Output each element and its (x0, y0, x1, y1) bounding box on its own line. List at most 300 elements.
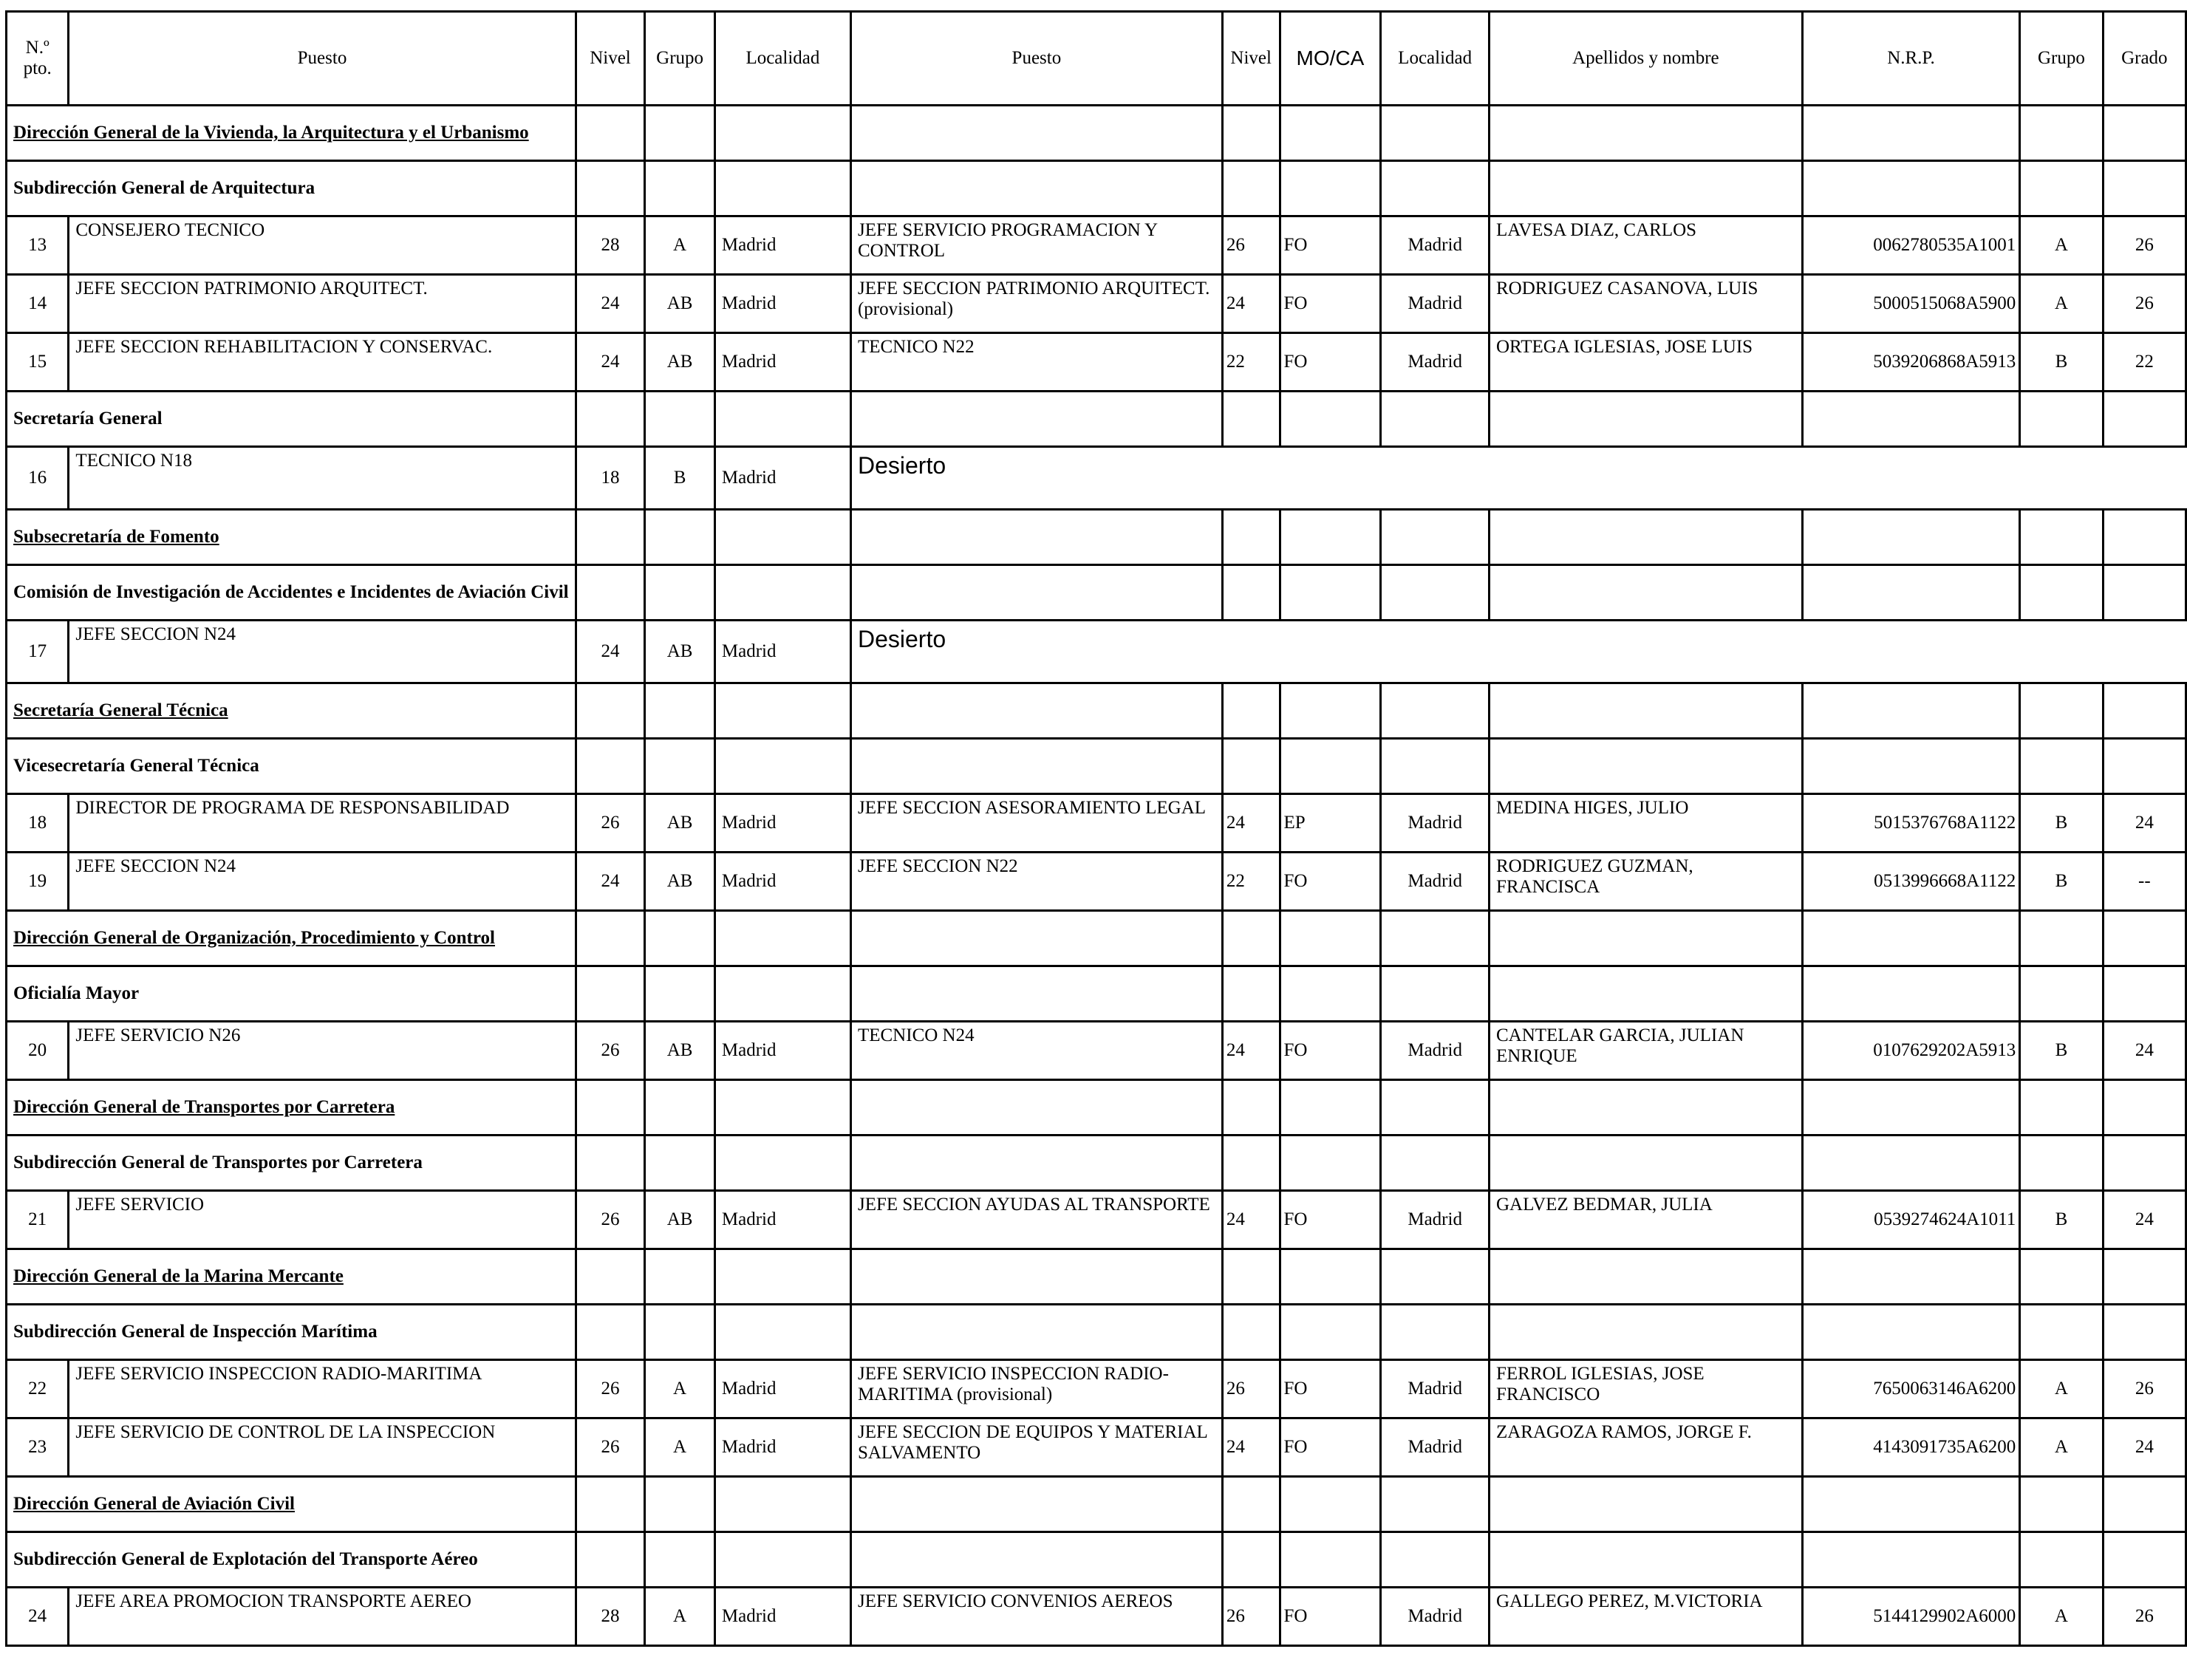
section-label (7, 1532, 576, 1588)
awarded-grupo: B (2020, 794, 2103, 853)
position-number: 17 (7, 621, 69, 683)
empty-cell (645, 739, 715, 794)
header-localidad-adjudicado: Localidad (1381, 12, 1490, 106)
position-grupo: A (645, 1418, 715, 1477)
empty-cell (714, 1249, 850, 1305)
section-row (7, 911, 2186, 966)
empty-cell (1280, 1532, 1381, 1588)
position-grupo: AB (645, 333, 715, 392)
empty-cell (2020, 683, 2103, 739)
position-localidad: Madrid (714, 1022, 850, 1080)
empty-cell (645, 392, 715, 447)
awarded-nrp: 5000515068A5900 (1802, 275, 2020, 333)
position-localidad: Madrid (714, 1588, 850, 1646)
position-grupo: A (645, 1360, 715, 1418)
position-localidad: Madrid (714, 853, 850, 911)
empty-cell (1280, 565, 1381, 621)
section-row (7, 1080, 2186, 1136)
section-label (7, 1080, 576, 1136)
position-grupo: A (645, 1588, 715, 1646)
empty-cell (2020, 565, 2103, 621)
position-puesto: JEFE SECCION N24 (69, 621, 576, 683)
awarded-localidad: Madrid (1381, 275, 1490, 333)
empty-cell (2103, 565, 2186, 621)
awarded-grado: -- (2103, 853, 2186, 911)
empty-cell (1280, 1249, 1381, 1305)
header-nivel: Nivel (576, 12, 645, 106)
awarded-nrp: 0062780535A1001 (1802, 216, 2020, 275)
position-row (7, 216, 2186, 275)
awarded-puesto: JEFE SERVICIO CONVENIOS AEREOS (850, 1588, 1222, 1646)
empty-cell (645, 966, 715, 1022)
section-title: Subdirección General de Arquitectura (13, 178, 315, 198)
position-grupo: AB (645, 853, 715, 911)
position-puesto: TECNICO N18 (69, 447, 576, 510)
awarded-apellidos: FERROL IGLESIAS, JOSE FRANCISCO (1489, 1360, 1802, 1418)
section-title: Secretaría General (13, 409, 163, 428)
empty-cell (850, 1249, 1222, 1305)
header-nrp: N.R.P. (1802, 12, 2020, 106)
desierto-label: Desierto (850, 621, 2186, 683)
awarded-localidad: Madrid (1381, 1360, 1490, 1418)
awarded-nrp: 0513996668A1122 (1802, 853, 2020, 911)
empty-cell (850, 106, 1222, 161)
empty-cell (1222, 510, 1280, 565)
empty-cell (850, 510, 1222, 565)
empty-cell (645, 510, 715, 565)
position-puesto: CONSEJERO TECNICO (69, 216, 576, 275)
empty-cell (2103, 1477, 2186, 1532)
empty-cell (2103, 683, 2186, 739)
empty-cell (1381, 683, 1490, 739)
section-title: Vicesecretaría General Técnica (13, 756, 259, 776)
section-title: Subdirección General de Transportes por Carretera (13, 1153, 423, 1172)
awarded-localidad: Madrid (1381, 794, 1490, 853)
position-grupo: AB (645, 621, 715, 683)
position-localidad: Madrid (714, 216, 850, 275)
empty-cell (1280, 1136, 1381, 1191)
awarded-moca: FO (1280, 1418, 1381, 1477)
empty-cell (1802, 510, 2020, 565)
empty-cell (1222, 683, 1280, 739)
section-row (7, 161, 2186, 216)
empty-cell (645, 106, 715, 161)
position-puesto: JEFE SECCION REHABILITACION Y CONSERVAC. (69, 333, 576, 392)
empty-cell (1489, 392, 1802, 447)
section-label (7, 1477, 576, 1532)
empty-cell (1802, 1305, 2020, 1360)
position-nivel: 28 (576, 216, 645, 275)
empty-cell (1222, 161, 1280, 216)
position-number: 24 (7, 1588, 69, 1646)
awarded-moca: FO (1280, 216, 1381, 275)
section-title: Dirección General de Aviación Civil (13, 1494, 295, 1514)
empty-cell (1489, 161, 1802, 216)
position-row (7, 1022, 2186, 1080)
empty-cell (1489, 1080, 1802, 1136)
empty-cell (2020, 1080, 2103, 1136)
empty-cell (1222, 739, 1280, 794)
position-localidad: Madrid (714, 1360, 850, 1418)
empty-cell (1381, 1136, 1490, 1191)
empty-cell (1802, 565, 2020, 621)
section-row (7, 392, 2186, 447)
empty-cell (2103, 392, 2186, 447)
position-localidad: Madrid (714, 1191, 850, 1249)
awarded-grupo: A (2020, 216, 2103, 275)
empty-cell (1489, 1477, 1802, 1532)
empty-cell (645, 1305, 715, 1360)
empty-cell (2103, 510, 2186, 565)
awarded-puesto: JEFE SECCION ASESORAMIENTO LEGAL (850, 794, 1222, 853)
section-title: Subdirección General de Inspección Marítima (13, 1322, 378, 1342)
empty-cell (2103, 1532, 2186, 1588)
empty-cell (714, 1477, 850, 1532)
empty-cell (850, 1477, 1222, 1532)
position-nivel: 24 (576, 853, 645, 911)
empty-cell (1381, 1249, 1490, 1305)
header-row (7, 12, 2186, 106)
empty-cell (576, 106, 645, 161)
empty-cell (2020, 510, 2103, 565)
header-grupo: Grupo (645, 12, 715, 106)
position-row (7, 1588, 2186, 1646)
empty-cell (714, 1080, 850, 1136)
empty-cell (1802, 161, 2020, 216)
section-row (7, 510, 2186, 565)
empty-cell (576, 739, 645, 794)
section-label (7, 1305, 576, 1360)
section-row (7, 1136, 2186, 1191)
empty-cell (1802, 1249, 2020, 1305)
desierto-label: Desierto (850, 447, 2186, 510)
awarded-apellidos: CANTELAR GARCIA, JULIAN ENRIQUE (1489, 1022, 1802, 1080)
awarded-moca: FO (1280, 853, 1381, 911)
awarded-grupo: B (2020, 1191, 2103, 1249)
empty-cell (2103, 1080, 2186, 1136)
empty-cell (1222, 1249, 1280, 1305)
awarded-grupo: A (2020, 1360, 2103, 1418)
position-localidad: Madrid (714, 794, 850, 853)
awarded-grado: 24 (2103, 1418, 2186, 1477)
header-moca: MO/CA (1280, 12, 1381, 106)
position-number: 18 (7, 794, 69, 853)
awarded-nrp: 5144129902A6000 (1802, 1588, 2020, 1646)
awarded-grupo: A (2020, 1588, 2103, 1646)
awarded-apellidos: LAVESA DIAZ, CARLOS (1489, 216, 1802, 275)
position-row (7, 1191, 2186, 1249)
position-grupo: AB (645, 1022, 715, 1080)
empty-cell (1489, 1136, 1802, 1191)
awarded-nivel: 24 (1222, 1191, 1280, 1249)
empty-cell (1381, 1080, 1490, 1136)
awarded-grado: 26 (2103, 275, 2186, 333)
empty-cell (1222, 1532, 1280, 1588)
empty-cell (1280, 1305, 1381, 1360)
section-label (7, 1136, 576, 1191)
empty-cell (850, 911, 1222, 966)
awarded-puesto: JEFE SECCION DE EQUIPOS Y MATERIAL SALVAMENTO (850, 1418, 1222, 1477)
awarded-apellidos: RODRIGUEZ CASANOVA, LUIS (1489, 275, 1802, 333)
section-row (7, 683, 2186, 739)
awarded-moca: EP (1280, 794, 1381, 853)
position-row (7, 794, 2186, 853)
empty-cell (714, 510, 850, 565)
position-grupo: B (645, 447, 715, 510)
empty-cell (2103, 1305, 2186, 1360)
empty-cell (1381, 392, 1490, 447)
position-localidad: Madrid (714, 447, 850, 510)
empty-cell (714, 966, 850, 1022)
empty-cell (576, 966, 645, 1022)
header-apellidos: Apellidos y nombre (1489, 12, 1802, 106)
empty-cell (1280, 1080, 1381, 1136)
empty-cell (850, 1136, 1222, 1191)
empty-cell (576, 1249, 645, 1305)
empty-cell (1280, 966, 1381, 1022)
section-row (7, 106, 2186, 161)
empty-cell (1489, 739, 1802, 794)
position-puesto: JEFE SECCION N24 (69, 853, 576, 911)
empty-cell (2103, 911, 2186, 966)
header-grupo-adjudicado: Grupo (2020, 12, 2103, 106)
empty-cell (1222, 1136, 1280, 1191)
awarded-moca: FO (1280, 1022, 1381, 1080)
awarded-nivel: 24 (1222, 1418, 1280, 1477)
empty-cell (1222, 565, 1280, 621)
empty-cell (1489, 683, 1802, 739)
empty-cell (1280, 510, 1381, 565)
position-number: 22 (7, 1360, 69, 1418)
empty-cell (2020, 911, 2103, 966)
position-localidad: Madrid (714, 275, 850, 333)
empty-cell (1802, 392, 2020, 447)
empty-cell (714, 683, 850, 739)
empty-cell (1489, 510, 1802, 565)
awarded-apellidos: ORTEGA IGLESIAS, JOSE LUIS (1489, 333, 1802, 392)
awarded-nrp: 4143091735A6200 (1802, 1418, 2020, 1477)
position-number: 14 (7, 275, 69, 333)
section-label (7, 966, 576, 1022)
empty-cell (2020, 1532, 2103, 1588)
awarded-moca: FO (1280, 1360, 1381, 1418)
section-title: Dirección General de Organización, Procedimiento y Control (13, 928, 495, 948)
empty-cell (1802, 106, 2020, 161)
position-number: 15 (7, 333, 69, 392)
awarded-nivel: 26 (1222, 1588, 1280, 1646)
awarded-nivel: 26 (1222, 1360, 1280, 1418)
section-row (7, 565, 2186, 621)
awarded-apellidos: GALLEGO PEREZ, M.VICTORIA (1489, 1588, 1802, 1646)
empty-cell (714, 161, 850, 216)
awarded-puesto: TECNICO N24 (850, 1022, 1222, 1080)
awarded-grado: 24 (2103, 1191, 2186, 1249)
awarded-localidad: Madrid (1381, 1191, 1490, 1249)
empty-cell (850, 1305, 1222, 1360)
section-title: Oficialía Mayor (13, 983, 140, 1003)
awarded-moca: FO (1280, 1191, 1381, 1249)
section-row (7, 739, 2186, 794)
empty-cell (1381, 510, 1490, 565)
section-title: Subsecretaría de Fomento (13, 527, 219, 547)
position-puesto: JEFE SERVICIO DE CONTROL DE LA INSPECCION (69, 1418, 576, 1477)
empty-cell (2103, 106, 2186, 161)
section-row (7, 1305, 2186, 1360)
awarded-grupo: B (2020, 333, 2103, 392)
awarded-grado: 26 (2103, 216, 2186, 275)
empty-cell (1381, 966, 1490, 1022)
awarded-nivel: 26 (1222, 216, 1280, 275)
empty-cell (576, 1080, 645, 1136)
empty-cell (645, 1477, 715, 1532)
section-title: Comisión de Investigación de Accidentes e Incidentes de Aviación Civil (13, 582, 569, 602)
awarded-puesto: JEFE SECCION PATRIMONIO ARQUITECT.(provisional) (850, 275, 1222, 333)
position-puesto: JEFE SERVICIO INSPECCION RADIO-MARITIMA (69, 1360, 576, 1418)
section-row (7, 966, 2186, 1022)
section-label (7, 510, 576, 565)
awarded-apellidos: RODRIGUEZ GUZMAN, FRANCISCA (1489, 853, 1802, 911)
empty-cell (576, 683, 645, 739)
awarded-localidad: Madrid (1381, 333, 1490, 392)
awarded-apellidos: MEDINA HIGES, JULIO (1489, 794, 1802, 853)
empty-cell (2020, 1477, 2103, 1532)
position-puesto: JEFE AREA PROMOCION TRANSPORTE AEREO (69, 1588, 576, 1646)
empty-cell (576, 161, 645, 216)
awarded-nrp: 0539274624A1011 (1802, 1191, 2020, 1249)
empty-cell (1802, 1532, 2020, 1588)
positions-table (5, 10, 2187, 1647)
section-label (7, 565, 576, 621)
empty-cell (1802, 966, 2020, 1022)
empty-cell (714, 739, 850, 794)
position-number: 13 (7, 216, 69, 275)
awarded-localidad: Madrid (1381, 1022, 1490, 1080)
empty-cell (576, 565, 645, 621)
empty-cell (645, 565, 715, 621)
header-grado: Grado (2103, 12, 2186, 106)
awarded-grupo: B (2020, 853, 2103, 911)
empty-cell (2020, 106, 2103, 161)
section-title: Subdirección General de Explotación del Transporte Aéreo (13, 1549, 478, 1569)
header-puesto: Puesto (69, 12, 576, 106)
empty-cell (645, 1532, 715, 1588)
position-nivel: 24 (576, 275, 645, 333)
position-puesto: JEFE SECCION PATRIMONIO ARQUITECT. (69, 275, 576, 333)
empty-cell (850, 392, 1222, 447)
empty-cell (1489, 1532, 1802, 1588)
position-row (7, 1360, 2186, 1418)
section-label (7, 739, 576, 794)
awarded-nivel: 22 (1222, 853, 1280, 911)
empty-cell (576, 911, 645, 966)
awarded-puesto: JEFE SECCION AYUDAS AL TRANSPORTE (850, 1191, 1222, 1249)
awarded-moca: FO (1280, 1588, 1381, 1646)
position-nivel: 26 (576, 1360, 645, 1418)
position-localidad: Madrid (714, 333, 850, 392)
section-label (7, 1249, 576, 1305)
awarded-nivel: 24 (1222, 1022, 1280, 1080)
empty-cell (1280, 683, 1381, 739)
awarded-apellidos: ZARAGOZA RAMOS, JORGE F. (1489, 1418, 1802, 1477)
empty-cell (850, 739, 1222, 794)
section-title: Dirección General de la Vivienda, la Arquitectura y el Urbanismo (13, 123, 529, 143)
empty-cell (1489, 966, 1802, 1022)
awarded-localidad: Madrid (1381, 1418, 1490, 1477)
empty-cell (1381, 565, 1490, 621)
position-number: 19 (7, 853, 69, 911)
awarded-nivel: 24 (1222, 275, 1280, 333)
position-row-desierto (7, 621, 2186, 683)
empty-cell (645, 161, 715, 216)
position-localidad: Madrid (714, 621, 850, 683)
position-nivel: 26 (576, 1418, 645, 1477)
awarded-puesto: JEFE SECCION N22 (850, 853, 1222, 911)
header-nivel-adjudicado: Nivel (1222, 12, 1280, 106)
awarded-nivel: 24 (1222, 794, 1280, 853)
awarded-localidad: Madrid (1381, 1588, 1490, 1646)
position-puesto: JEFE SERVICIO (69, 1191, 576, 1249)
empty-cell (2020, 1136, 2103, 1191)
empty-cell (714, 911, 850, 966)
empty-cell (850, 1532, 1222, 1588)
position-grupo: A (645, 216, 715, 275)
awarded-localidad: Madrid (1381, 216, 1490, 275)
empty-cell (1802, 1080, 2020, 1136)
empty-cell (2020, 161, 2103, 216)
position-grupo: AB (645, 275, 715, 333)
empty-cell (714, 1136, 850, 1191)
awarded-puesto: JEFE SERVICIO PROGRAMACION Y CONTROL (850, 216, 1222, 275)
position-puesto: DIRECTOR DE PROGRAMA DE RESPONSABILIDAD (69, 794, 576, 853)
empty-cell (576, 510, 645, 565)
position-number: 16 (7, 447, 69, 510)
empty-cell (1381, 161, 1490, 216)
empty-cell (1280, 392, 1381, 447)
empty-cell (1222, 1305, 1280, 1360)
awarded-grupo: A (2020, 275, 2103, 333)
empty-cell (1489, 565, 1802, 621)
empty-cell (1802, 739, 2020, 794)
position-grupo: AB (645, 1191, 715, 1249)
section-row (7, 1249, 2186, 1305)
empty-cell (2020, 1249, 2103, 1305)
position-row (7, 853, 2186, 911)
position-number: 21 (7, 1191, 69, 1249)
position-row-desierto (7, 447, 2186, 510)
empty-cell (645, 911, 715, 966)
empty-cell (645, 1080, 715, 1136)
header-puesto-adjudicado: Puesto (850, 12, 1222, 106)
position-row (7, 1418, 2186, 1477)
empty-cell (1280, 106, 1381, 161)
empty-cell (714, 106, 850, 161)
empty-cell (1381, 911, 1490, 966)
awarded-localidad: Madrid (1381, 853, 1490, 911)
empty-cell (714, 565, 850, 621)
empty-cell (2020, 1305, 2103, 1360)
empty-cell (2103, 739, 2186, 794)
empty-cell (1489, 911, 1802, 966)
position-nivel: 24 (576, 333, 645, 392)
empty-cell (1381, 1532, 1490, 1588)
awarded-moca: FO (1280, 333, 1381, 392)
empty-cell (1280, 161, 1381, 216)
position-number: 20 (7, 1022, 69, 1080)
section-label (7, 911, 576, 966)
position-nivel: 24 (576, 621, 645, 683)
awarded-grupo: B (2020, 1022, 2103, 1080)
empty-cell (1489, 106, 1802, 161)
